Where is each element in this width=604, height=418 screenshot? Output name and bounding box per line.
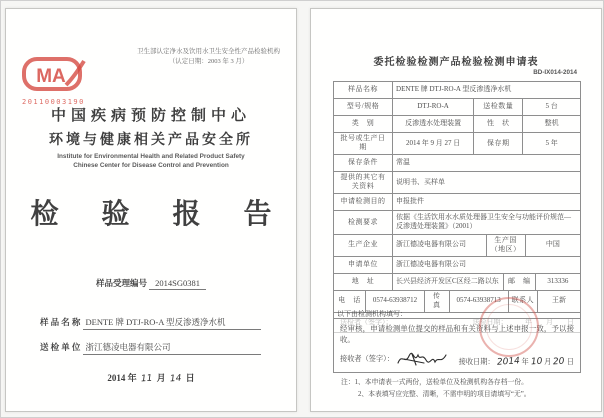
cell-label: 传 真 [425, 291, 450, 312]
cma-logo-icon [22, 57, 88, 97]
cell-value: 中国 [545, 240, 560, 249]
report-title: 检 验 报 告 [30, 199, 290, 230]
cell-value: 0574-63938712 [366, 291, 425, 312]
cell-value: 5 年 [545, 138, 558, 147]
receiver-signature-label: 接收者（签字）： [340, 355, 394, 364]
table-row [334, 194, 580, 211]
submitting-unit-line [40, 341, 261, 355]
receiver-signature-icon [396, 351, 448, 367]
receive-date-day-handwritten: 20 [553, 356, 566, 368]
cell-label: 批号或生产日期 [334, 133, 393, 154]
receive-date-month-label: 月 [544, 358, 552, 367]
institution-fill-note: 以下由检测机构填写： [337, 310, 407, 318]
table-row [334, 82, 580, 99]
table-row [334, 133, 580, 155]
cell-label: 类 别 [334, 116, 393, 132]
receive-date-year-label: 年 [521, 358, 529, 367]
cell-value: 2014 年 9 月 27 日 [393, 133, 474, 154]
sample-name-label: 样 品 名 称 [40, 317, 81, 327]
cell-label: 提供的其它有关资料 [334, 172, 393, 193]
cell-value: 5 台 [545, 102, 558, 111]
accreditation-line1: 卫生部认定净水及饮用水卫生安全性产品检验机构 [137, 48, 280, 55]
cell-value: 说明书、买样单 [396, 177, 446, 186]
cell-label: 性 状 [474, 116, 523, 132]
org-name-en-line2: Chinese Center for Disease Control and Prevention [73, 162, 229, 170]
cell-label: 地 址 [334, 274, 393, 290]
cell-label: 生产企业 [334, 235, 393, 256]
accreditation-line2: （认定日期：2003 年 3 月） [168, 58, 249, 66]
cell-value: 反渗透水处理装置 [393, 116, 474, 132]
cell-label: 电 话 [334, 291, 366, 312]
sample-number-label: 样品受理编号 [95, 278, 147, 288]
submitting-unit-value: 浙江德凌电器有限公司 [83, 341, 261, 355]
accreditation-note [137, 47, 280, 68]
report-date-day-handwritten: 14 [169, 373, 182, 385]
cell-value: 申报批件 [396, 197, 425, 206]
cell-label: 型号/规格 [334, 99, 393, 115]
cell-label: 保存条件 [334, 155, 393, 171]
cell-value: 常温 [396, 158, 411, 167]
table-row [334, 274, 580, 291]
sample-name-line [40, 316, 261, 330]
cell-label: 生产国（地区） [487, 235, 526, 256]
sample-name-value: DENTE 牌 DTJ-RO-A 型反渗透净水机 [83, 316, 261, 330]
sample-number-value: 2014SG0381 [149, 278, 206, 290]
report-date-month-label: 月 [156, 373, 166, 383]
cell-value: 浙江德凌电器有限公司 [396, 259, 467, 268]
table-row [334, 257, 580, 274]
table-row [334, 172, 580, 194]
table-row [334, 235, 580, 257]
cell-value: DENTE 牌 DTJ-RO-A 型反渗透净水机 [396, 85, 512, 94]
submitting-unit-label: 送 检 单 位 [40, 342, 81, 352]
report-date-month-handwritten: 11 [140, 373, 153, 385]
cma-certificate-number: 20110003190 [22, 98, 85, 106]
cell-value: 313336 [547, 276, 569, 285]
table-row [334, 211, 580, 235]
form-document-number: BD-IX014-2014 [533, 69, 577, 76]
cell-value: 整机 [544, 119, 559, 128]
application-form-table [333, 81, 581, 333]
receive-date-month-handwritten: 10 [530, 356, 543, 368]
cell-value: 依据《生活饮用水水质处理器卫生安全与功能评价规范—反渗透处理装置》（2001） [396, 212, 572, 231]
footnote-line2: 2、本表填写应完整、清晰，不需申明的项目请填写“无”。 [358, 390, 531, 398]
review-statement: 经审核，申请检测单位提交的样品和有关资料与上述申报一致，予以接收。 [340, 324, 574, 345]
report-date-year: 2014 年 [107, 373, 137, 383]
cma-letters: MA [36, 66, 66, 87]
cell-label: 样品名称 [334, 82, 393, 98]
report-cover-page [5, 8, 297, 412]
receive-date-line [459, 357, 574, 367]
org-name-en-line1: Institute for Environmental Health and Related Product Safety [57, 153, 245, 160]
sample-acceptance-number-line [6, 277, 296, 290]
table-row [334, 116, 580, 133]
org-name-cn-line1: 中国疾病预防控制中心 [50, 108, 251, 124]
receive-date-day-label: 日 [566, 358, 574, 367]
cell-label: 送检数量 [474, 99, 523, 115]
table-row [334, 155, 580, 172]
cma-stamp [22, 57, 100, 106]
cell-label: 检测要求 [334, 211, 393, 234]
organization-header [6, 104, 296, 171]
cell-label: 保存期 [474, 133, 523, 154]
cell-value: 王新 [552, 296, 567, 305]
table-row [334, 99, 580, 116]
receive-date-label: 接收日期： [458, 358, 495, 367]
cell-label: 申请单位 [334, 257, 393, 273]
report-date-line [6, 371, 296, 384]
application-form-page [310, 8, 602, 412]
receive-date-year-handwritten: 2014 [496, 356, 520, 369]
report-date-day-label: 日 [185, 373, 195, 383]
cell-value: 长兴县经济开发区C区经二路以东 [393, 274, 504, 290]
footnote-line1: 注：1、本申请表一式两份，送检单位及检测机构各存档一份。 [341, 379, 528, 386]
form-title: 委托检验检测产品检验检测申请表 [373, 57, 539, 68]
cell-label: 申请检测目的 [334, 194, 393, 210]
org-name-cn-line2: 环境与健康相关产品安全所 [49, 133, 253, 148]
cell-label: 联系人 [509, 291, 539, 312]
form-footnotes [341, 377, 531, 401]
cell-value: DTJ-RO-A [393, 99, 474, 115]
review-acceptance-box [333, 318, 581, 373]
cell-label: 邮 编 [504, 274, 536, 290]
cell-value: 0574-63938713 [450, 291, 509, 312]
cell-value: 浙江德凌电器有限公司 [393, 235, 486, 256]
